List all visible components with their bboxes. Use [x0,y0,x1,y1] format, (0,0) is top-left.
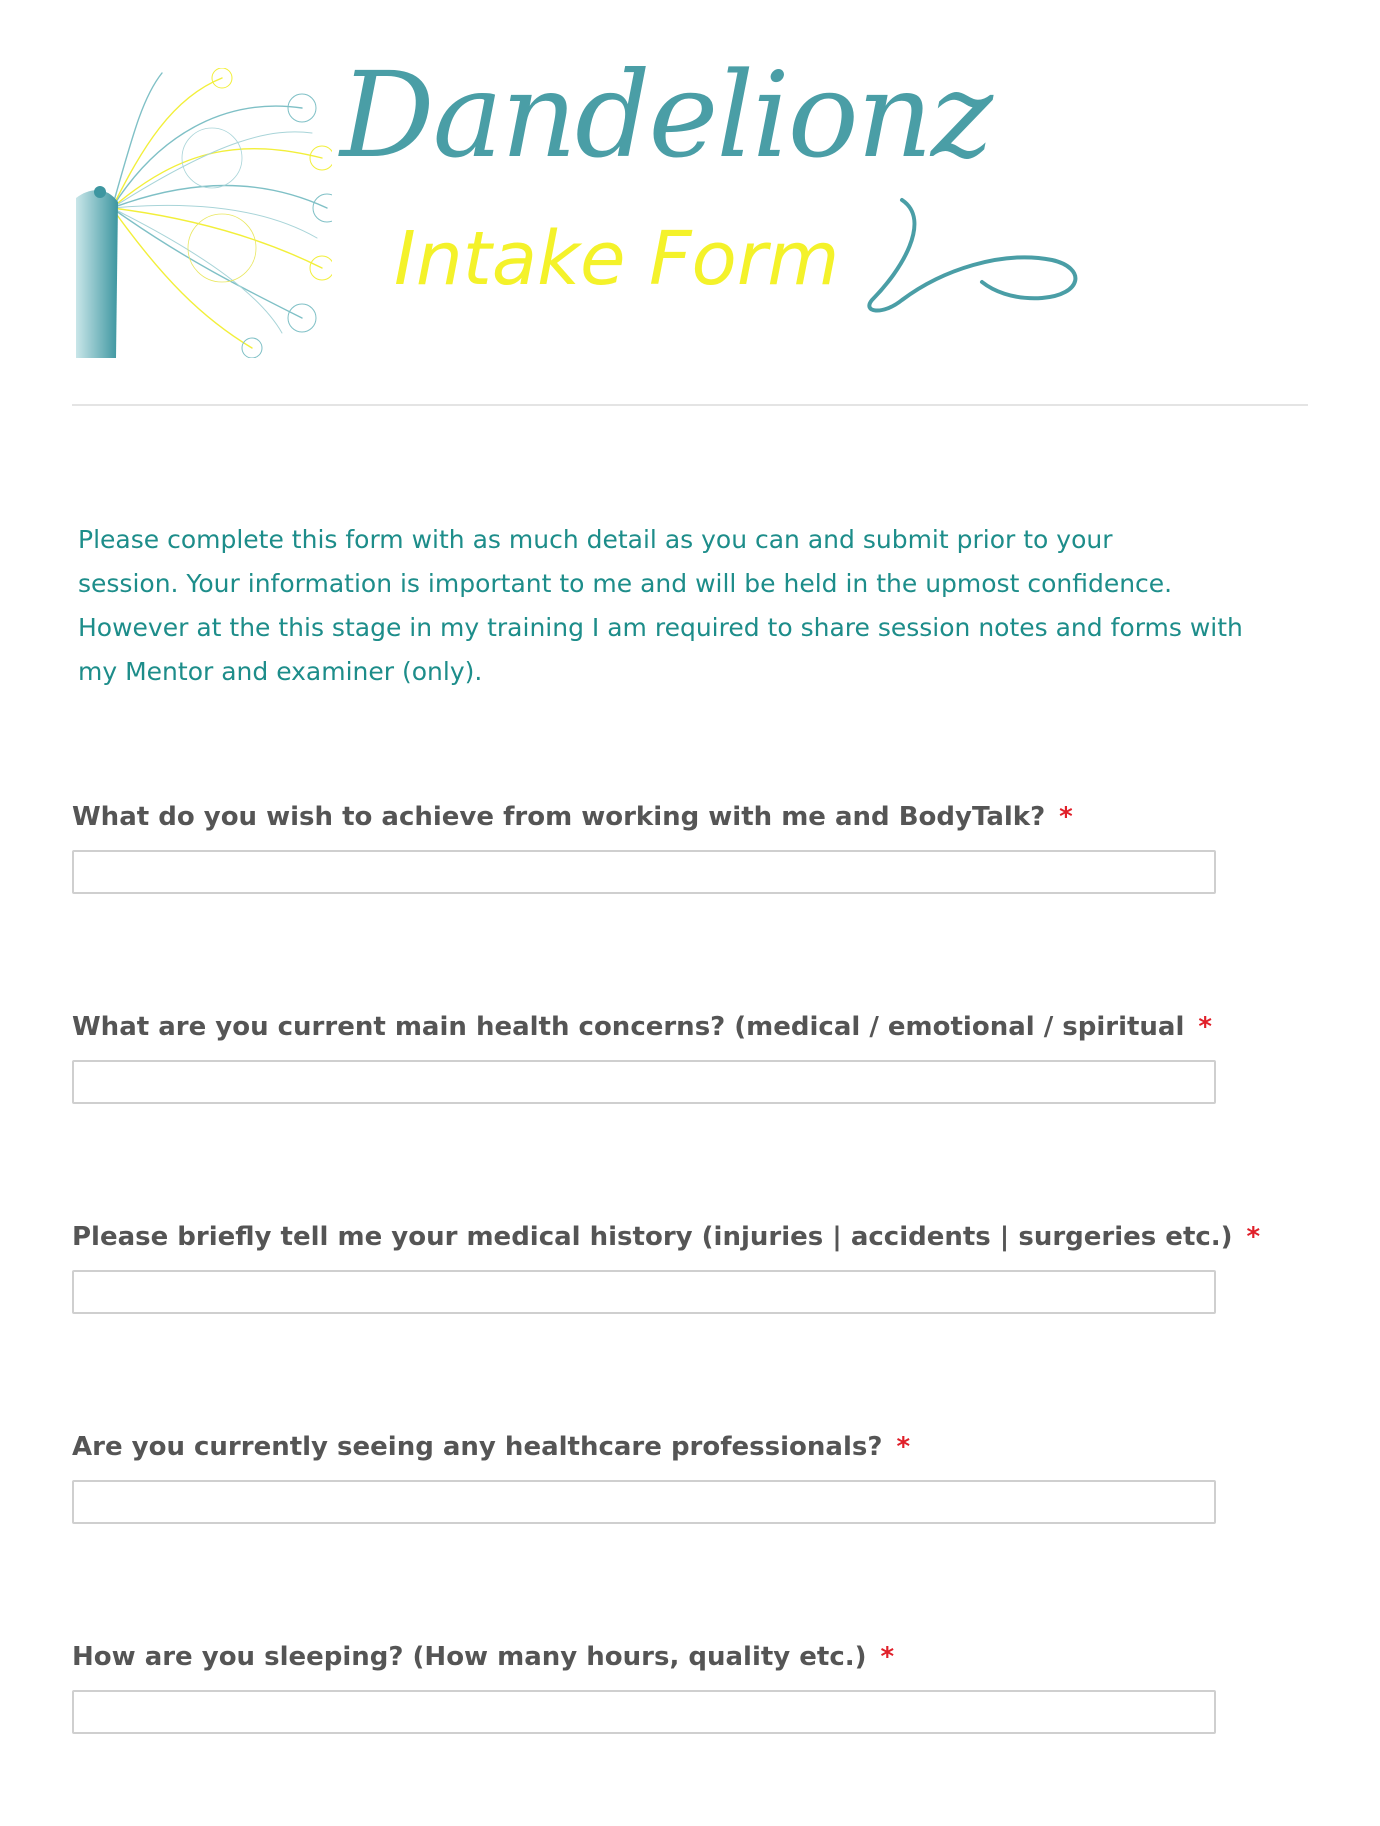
intro-line: However at the this stage in my training I am required to share session notes and forms with [78,613,1243,642]
dandelion-logo-icon [72,68,332,358]
required-asterisk: * [896,1432,911,1462]
header-divider [72,404,1308,406]
intro-line: session. Your information is important to me and will be held in the upmost confidence. [78,569,1173,598]
question-medical-history [72,1220,1312,1254]
question-goals [72,800,1312,834]
brand-name: Dandelionz [340,46,992,184]
healthcare-professionals-input[interactable] [72,1480,1216,1524]
sleep-input[interactable] [72,1690,1216,1734]
required-asterisk: * [880,1642,895,1672]
intro-line: my Mentor and examiner (only). [78,657,483,686]
intro-line: Please complete this form with as much detail as you can and submit prior to your [78,525,1113,554]
required-asterisk: * [1059,802,1073,832]
form-header [72,40,1312,360]
question-label: Please briefly tell me your medical history (injuries | accidents | surgeries etc.) * [72,1222,1261,1252]
question-label: Are you currently seeing any healthcare professionals? * [72,1432,911,1462]
form-title: Intake Form [394,216,840,302]
question-health-concerns [72,1010,1312,1044]
question-sleep [72,1640,1312,1674]
required-asterisk: * [1246,1222,1261,1252]
question-label: What do you wish to achieve from working with me and BodyTalk? * [72,802,1073,832]
question-healthcare-professionals [72,1430,1312,1464]
required-asterisk: * [1198,1012,1212,1042]
question-label: What are you current main health concerns? (medical / emotional / spiritual * [72,1012,1212,1042]
question-label: How are you sleeping? (How many hours, quality etc.) * [72,1642,895,1672]
health-concerns-input[interactable] [72,1060,1216,1104]
brand-swash-icon [862,190,1092,320]
medical-history-input[interactable] [72,1270,1216,1314]
goals-input[interactable] [72,850,1216,894]
intro-text [78,518,1318,694]
